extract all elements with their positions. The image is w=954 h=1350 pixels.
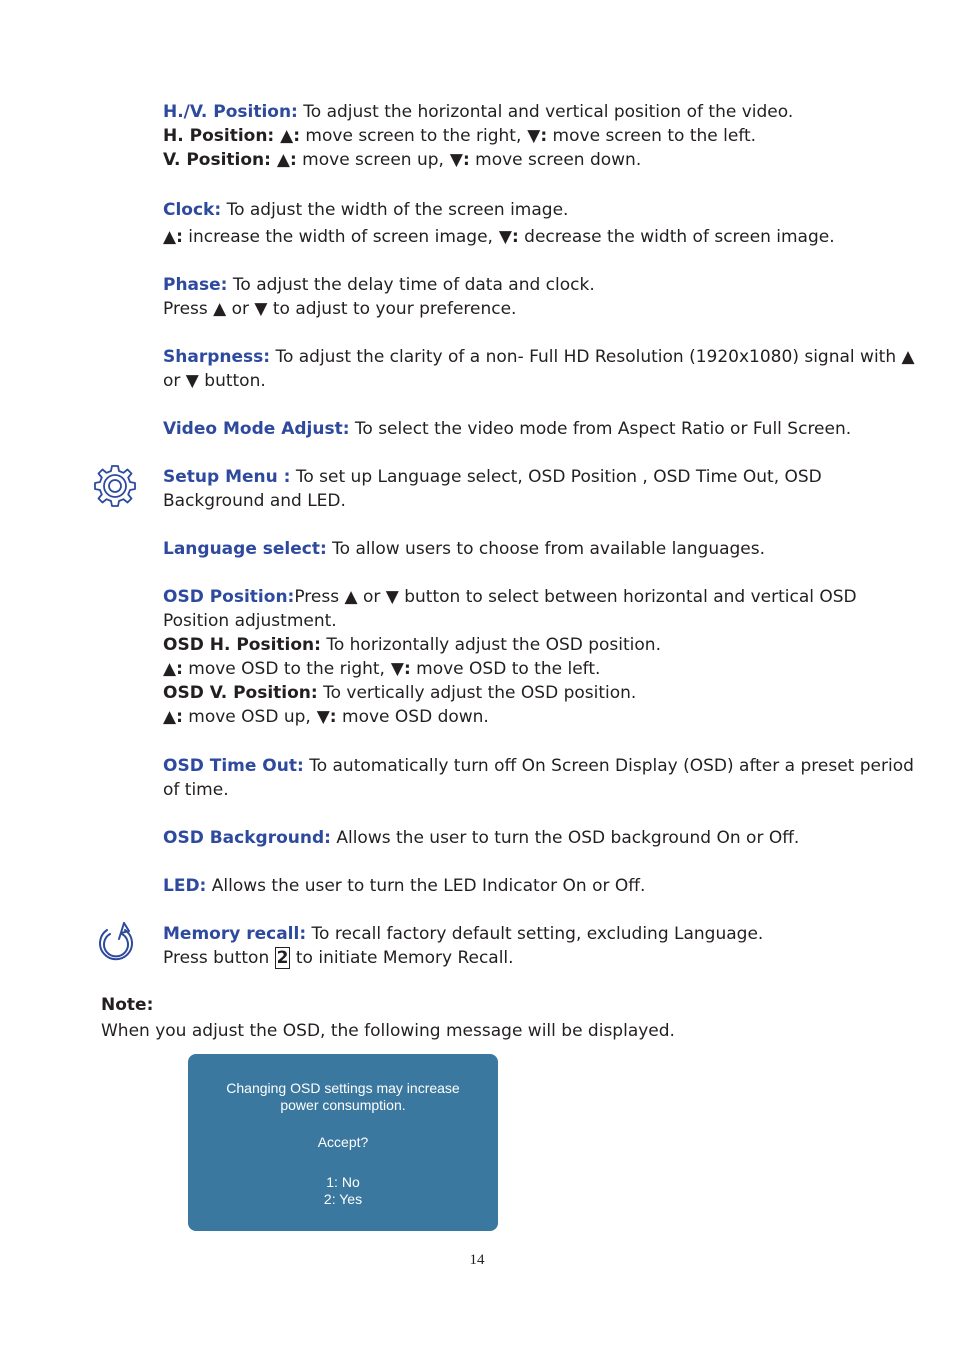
note-section <box>101 993 675 1043</box>
clock-desc: To adjust the width of the screen image. <box>221 200 569 220</box>
dialog-question: Accept? <box>317 1134 369 1150</box>
up-arrow-icon: ▲: <box>163 227 183 247</box>
h-position-up-text: move screen to the right, <box>300 126 522 146</box>
osd-timeout-line2: of time. <box>163 780 229 800</box>
gear-icon <box>92 463 138 509</box>
up-arrow-icon: ▲: <box>163 659 183 679</box>
osd-v-position-desc: To vertically adjust the OSD position. <box>317 683 637 703</box>
osd-warning-dialog <box>188 1054 498 1231</box>
osd-v-down-text: move OSD down. <box>336 707 489 727</box>
up-arrow-icon: ▲: <box>270 150 297 170</box>
phase-desc: To adjust the delay time of data and clock. <box>227 275 595 295</box>
up-arrow-icon: ▲: <box>274 126 301 146</box>
clock-down-text: decrease the width of screen image. <box>518 227 835 247</box>
osd-timeout-title: OSD Time Out: <box>163 756 304 776</box>
setup-menu-section <box>163 465 863 513</box>
setup-menu-desc: To set up Language select, OSD Position , OSD Time Out, OSD <box>290 467 822 487</box>
hv-position-section <box>163 100 863 172</box>
up-arrow-icon: ▲: <box>163 707 183 727</box>
language-section <box>163 537 863 561</box>
osd-position-desc: Press ▲ or ▼ button to select between horizontal and vertical OSD <box>294 587 857 607</box>
led-section <box>163 874 863 898</box>
osd-position-title: OSD Position: <box>163 587 295 607</box>
sharpness-title: Sharpness: <box>163 347 271 367</box>
note-title: Note: <box>101 995 154 1015</box>
button-2-label: 2 <box>276 948 289 968</box>
memory-recall-section <box>163 922 863 970</box>
osd-v-position-label: OSD V. Position: <box>163 683 318 703</box>
osd-h-down-text: move OSD to the left. <box>410 659 601 679</box>
down-arrow-icon: ▼: <box>443 150 470 170</box>
h-position-down-text: move screen to the left. <box>547 126 757 146</box>
led-desc: Allows the user to turn the LED Indicator On or Off. <box>206 876 646 896</box>
v-position-up-text: move screen up, <box>296 150 444 170</box>
osd-position-section <box>163 585 863 729</box>
language-desc: To allow users to choose from available languages. <box>326 539 766 559</box>
osd-background-title: OSD Background: <box>163 828 331 848</box>
memory-recall-line2-pre: Press button <box>163 948 275 968</box>
down-arrow-icon: ▼: <box>384 659 411 679</box>
language-title: Language select: <box>163 539 327 559</box>
osd-position-line2: Position adjustment. <box>163 611 337 631</box>
phase-section <box>163 273 863 321</box>
clock-title: Clock: <box>163 200 222 220</box>
osd-v-up-text: move OSD up, <box>182 707 311 727</box>
memory-recall-icon <box>95 920 137 966</box>
v-position-label: V. Position: <box>163 150 271 170</box>
h-position-label: H. Position: <box>163 126 275 146</box>
dialog-message-line2: power consumption. <box>280 1097 406 1113</box>
hv-position-desc: To adjust the horizontal and vertical position of the video. <box>297 102 794 122</box>
osd-h-position-label: OSD H. Position: <box>163 635 321 655</box>
dialog-option-no: 1: No <box>326 1174 360 1190</box>
sharpness-desc: To adjust the clarity of a non- Full HD Resolution (1920x1080) signal with ▲ <box>270 347 915 367</box>
clock-section <box>163 198 863 249</box>
setup-menu-title: Setup Menu : <box>163 467 291 487</box>
sharpness-line2: or ▼ button. <box>163 371 266 391</box>
memory-recall-line2-post: to initiate Memory Recall. <box>290 948 514 968</box>
down-arrow-icon: ▼: <box>521 126 548 146</box>
osd-timeout-desc: To automatically turn off On Screen Display (OSD) after a preset period <box>303 756 914 776</box>
phase-line2: Press ▲ or ▼ to adjust to your preference. <box>163 299 517 319</box>
sharpness-section <box>163 345 915 393</box>
video-mode-title: Video Mode Adjust: <box>163 419 350 439</box>
dialog-option-yes: 2: Yes <box>323 1191 363 1207</box>
osd-timeout-section <box>163 754 914 802</box>
memory-recall-desc: To recall factory default setting, excluding Language. <box>306 924 764 944</box>
osd-h-position-desc: To horizontally adjust the OSD position. <box>320 635 661 655</box>
osd-background-section <box>163 826 863 850</box>
page-number: 14 <box>469 1252 485 1268</box>
down-arrow-icon: ▼: <box>492 227 519 247</box>
dialog-message-line1: Changing OSD settings may increase <box>226 1080 460 1096</box>
down-arrow-icon: ▼: <box>310 707 337 727</box>
osd-background-desc: Allows the user to turn the OSD background On or Off. <box>330 828 800 848</box>
setup-menu-line2: Background and LED. <box>163 491 346 511</box>
memory-recall-title: Memory recall: <box>163 924 307 944</box>
hv-position-title: H./V. Position: <box>163 102 298 122</box>
v-position-down-text: move screen down. <box>469 150 642 170</box>
clock-up-text: increase the width of screen image, <box>182 227 493 247</box>
note-text: When you adjust the OSD, the following message will be displayed. <box>101 1021 675 1041</box>
video-mode-section <box>163 417 863 441</box>
video-mode-desc: To select the video mode from Aspect Ratio or Full Screen. <box>349 419 852 439</box>
osd-h-up-text: move OSD to the right, <box>182 659 385 679</box>
phase-title: Phase: <box>163 275 228 295</box>
led-title: LED: <box>163 876 207 896</box>
